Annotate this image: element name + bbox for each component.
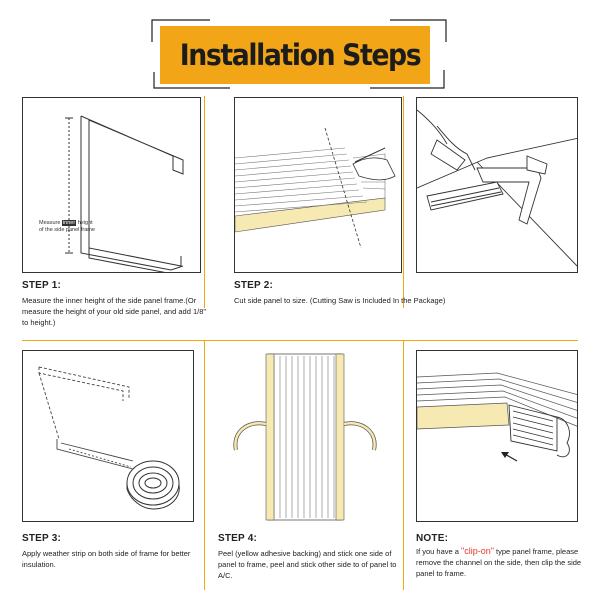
note-text — [416, 546, 596, 579]
step-4-text: Peel (yellow adhesive backing) and stick one side of panel to frame, peel and stick other side to of panel to A/C. — [218, 549, 397, 580]
measure-label-text: height — [76, 220, 93, 226]
step-3-title: STEP 3: — [22, 533, 62, 544]
step-1-illustration — [22, 97, 201, 273]
page-title: Installation Steps — [179, 38, 421, 72]
separator-line — [204, 340, 205, 590]
step-4-title: STEP 4: — [218, 533, 258, 544]
note-text-part: type panel frame, please remove the channel on the side, then clip the side panel to frame. — [416, 547, 582, 578]
step-2-text: Cut side panel to size. (Cutting Saw is Included In the Package) — [234, 296, 446, 305]
separator-line — [204, 96, 205, 308]
step-1-title: STEP 1: — [22, 280, 62, 291]
note-title: NOTE: — [416, 533, 449, 544]
note-illustration — [416, 350, 578, 522]
separator-line — [22, 340, 578, 341]
separator-line — [403, 96, 404, 308]
accordion-panel-drawing — [218, 350, 392, 522]
measure-label-highlight: inner — [62, 220, 76, 226]
clip-on-frame-drawing — [417, 351, 578, 522]
weather-strip-drawing — [23, 351, 194, 522]
note-text-part: If you have a — [416, 547, 462, 556]
step-1-text: Measure the inner height of the side panel frame.(Or measure the height of your old side panel, and add 1/8" to height.) — [22, 296, 207, 327]
measure-label-text: Measure — [39, 220, 62, 226]
step-2-illustration — [234, 97, 402, 273]
step-3-illustration — [22, 350, 194, 522]
clip-on-highlight: "clip-on" — [461, 546, 494, 556]
step-2-title: STEP 2: — [234, 280, 274, 291]
measure-label-text: of the side panel frame — [39, 227, 95, 233]
saw-cutting-drawing — [417, 98, 578, 273]
side-frame-measure-drawing — [23, 98, 201, 273]
separator-line — [403, 340, 404, 590]
step-3-text: Apply weather strip on both side of frame for better insulation. — [22, 549, 191, 569]
step-4-illustration — [218, 350, 392, 522]
saw-illustration — [416, 97, 578, 273]
title-banner — [150, 12, 450, 92]
cutting-panel-drawing — [235, 98, 402, 273]
measure-label — [39, 220, 95, 234]
